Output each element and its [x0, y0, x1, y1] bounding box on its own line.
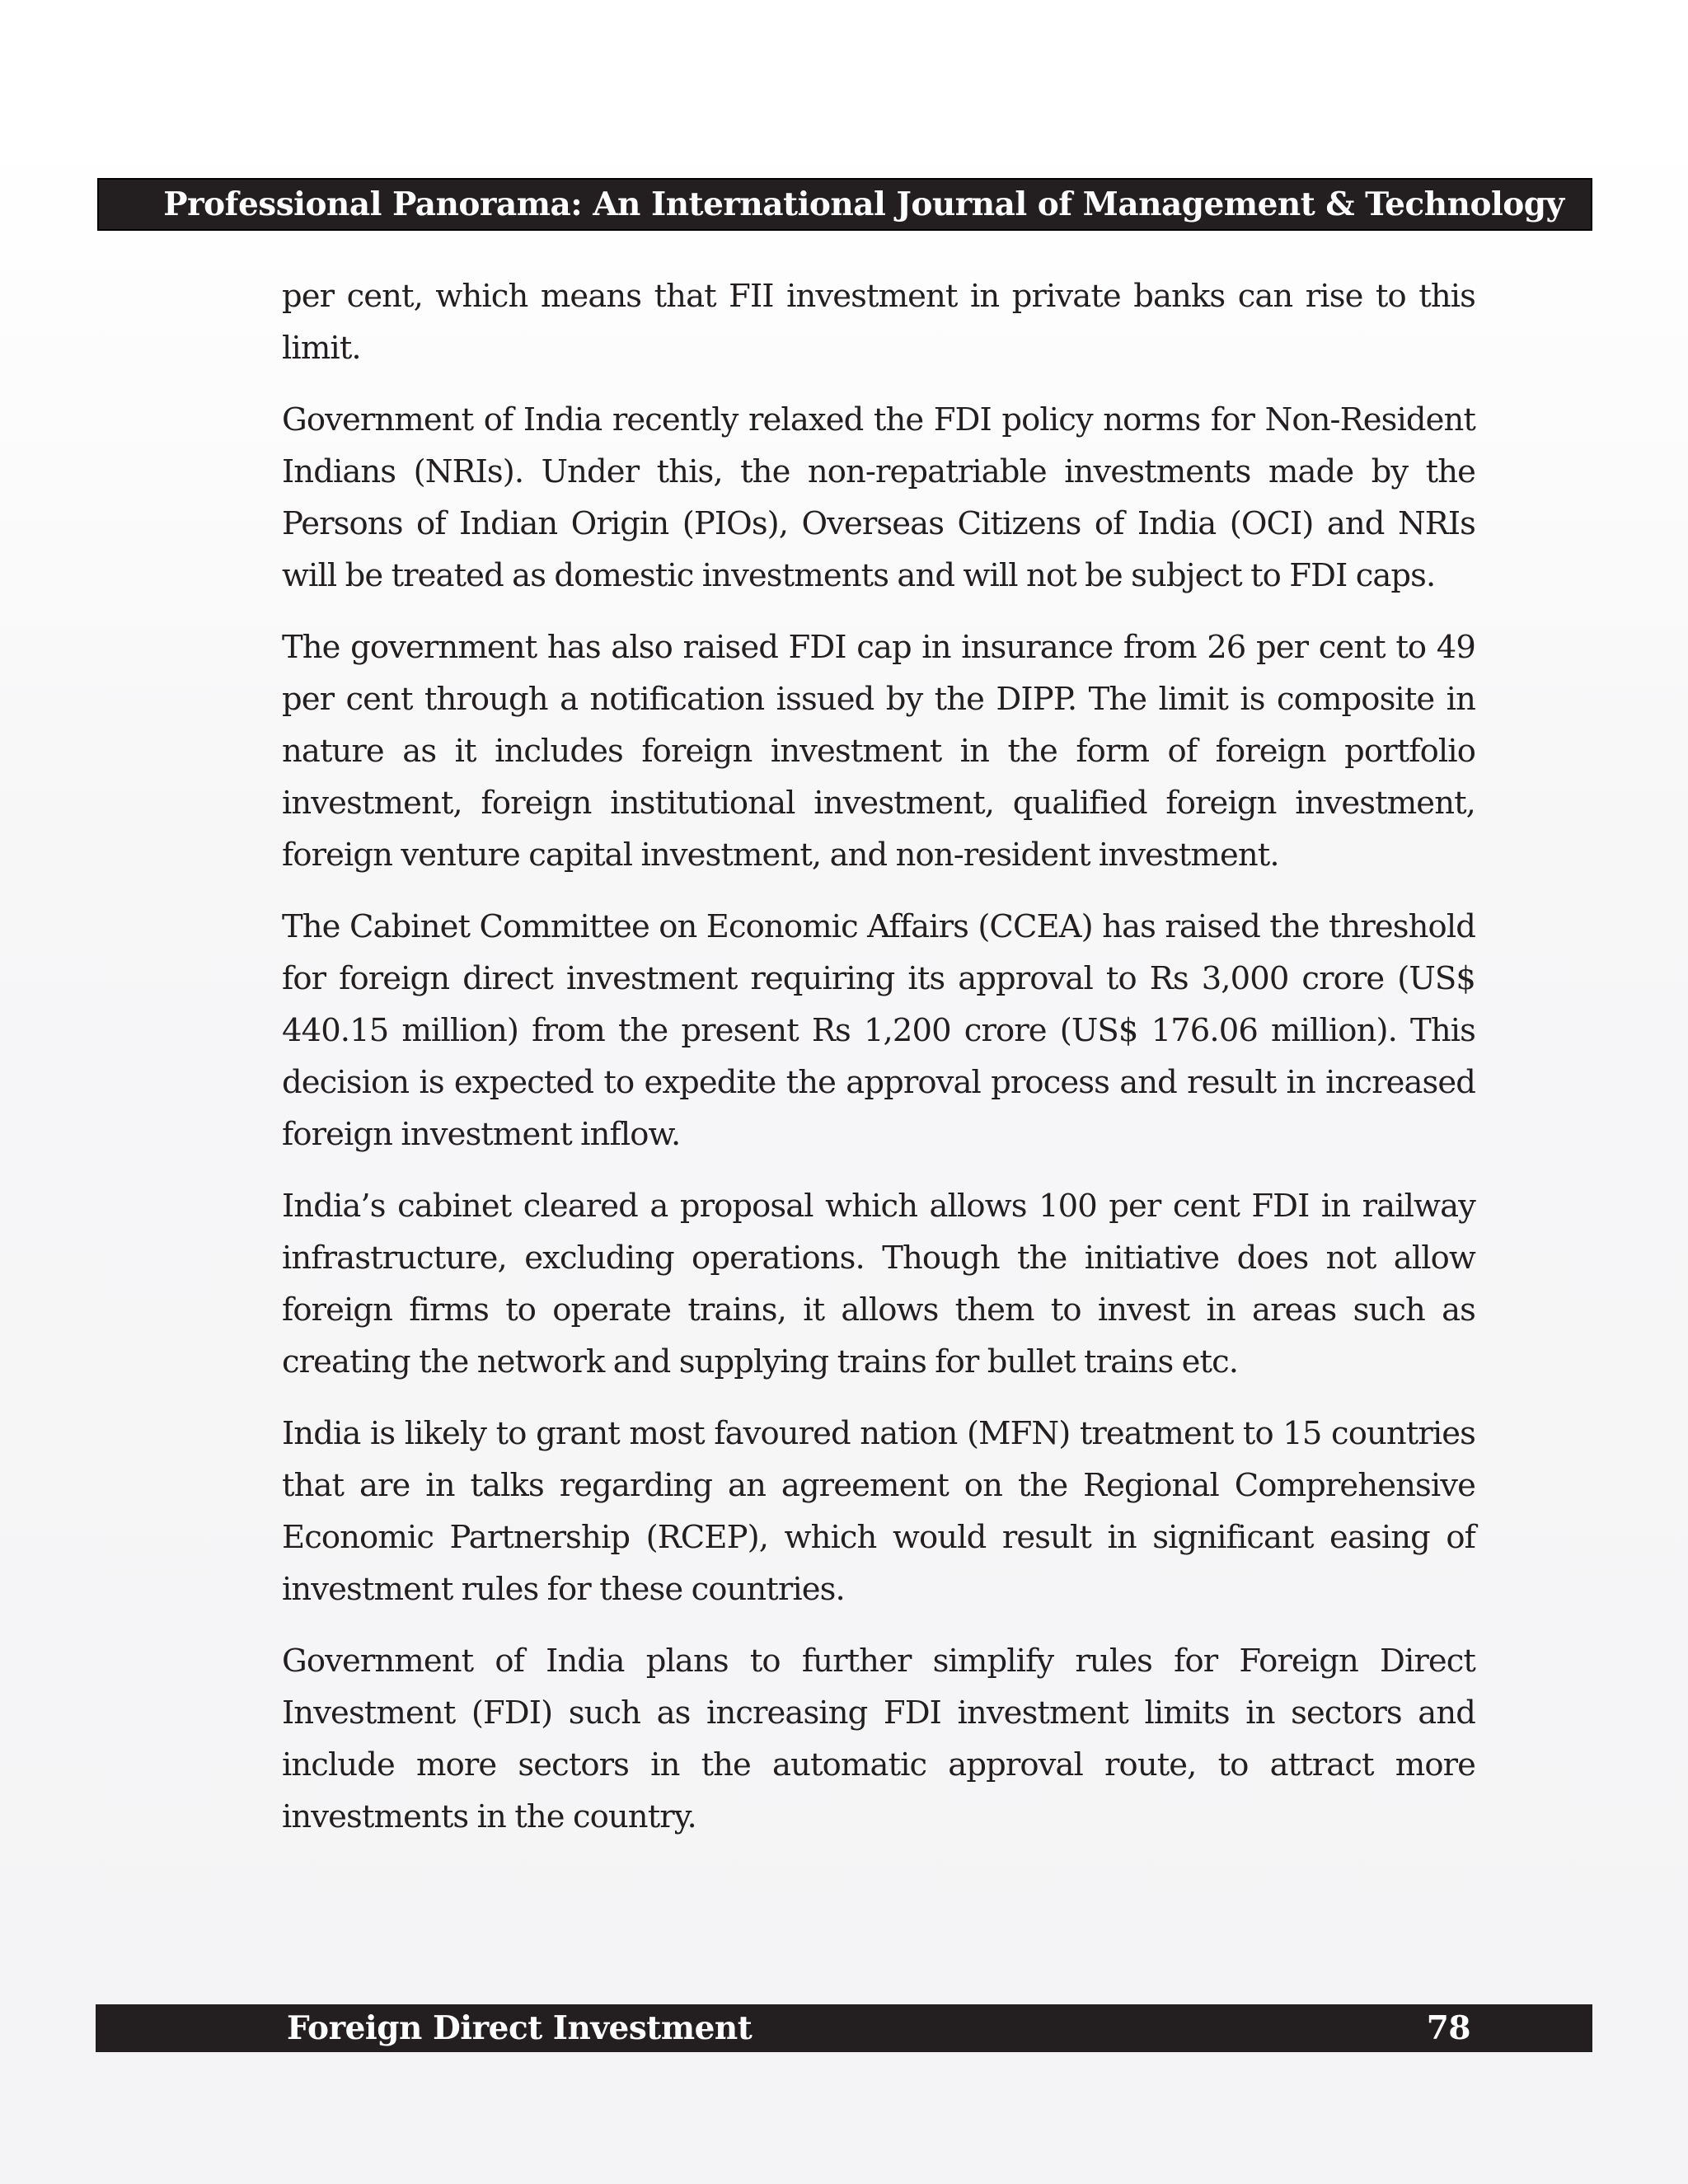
paragraph-simplify-rules: Government of India plans to further simplify rules for Foreign Direct Investment (FDI) such as increasing FDI investment limits in sectors and include more sectors in the automatic approval route, to attract more investments in the country.	[282, 1643, 1475, 1835]
paragraph-nri-policy: Government of India recently relaxed the FDI policy norms for Non-Resident Indians (NRIs). Under this, the non-repatriable investments made by the Persons of Indian Origin (PIOs), Overseas Citizens of India (OCI) and NRIs will be treated as domestic investments and will not be subject to FDI caps.	[282, 401, 1475, 594]
journal-title: Professional Panorama: An International Journal of Management & Technology	[163, 185, 1564, 223]
paragraph-fii-limit: per cent, which means that FII investment in private banks can rise to this limit.	[282, 278, 1475, 367]
paragraph-mfn-rcep: India is likely to grant most favoured nation (MFN) treatment to 15 countries that are in talks regarding an agreement on the Regional Comprehensive Economic Partnership (RCEP), which would result in significant easing of investment rules for these countries.	[282, 1415, 1475, 1608]
paragraph-insurance-cap: The government has also raised FDI cap in insurance from 26 per cent to 49 per cent through a notification issued by the DIPP. The limit is composite in nature as it includes foreign investment in the form of foreign portfolio investment, foreign institutional investment, qualified foreign investment, foreign venture capital investment, and non-resident investment.	[282, 629, 1475, 874]
article-body	[282, 270, 1475, 1863]
footer-section-title: Foreign Direct Investment	[287, 2009, 753, 2047]
running-footer	[96, 2004, 1592, 2052]
paragraph-ccea-threshold: The Cabinet Committee on Economic Affairs (CCEA) has raised the threshold for foreign direct investment requiring its approval to Rs 3,000 crore (US$ 440.15 million) from the present Rs 1,200 crore (US$ 176.06 million). This decision is expected to expedite the approval process and result in increased foreign investment inflow.	[282, 908, 1475, 1153]
paragraph-railway-fdi: India’s cabinet cleared a proposal which allows 100 per cent FDI in railway infrastructure, excluding operations. Though the initiative does not allow foreign firms to operate trains, it allows them to invest in areas such as creating the network and supplying trains for bullet trains etc.	[282, 1188, 1475, 1380]
page-number: 78	[1426, 2009, 1470, 2047]
running-header	[97, 178, 1592, 231]
